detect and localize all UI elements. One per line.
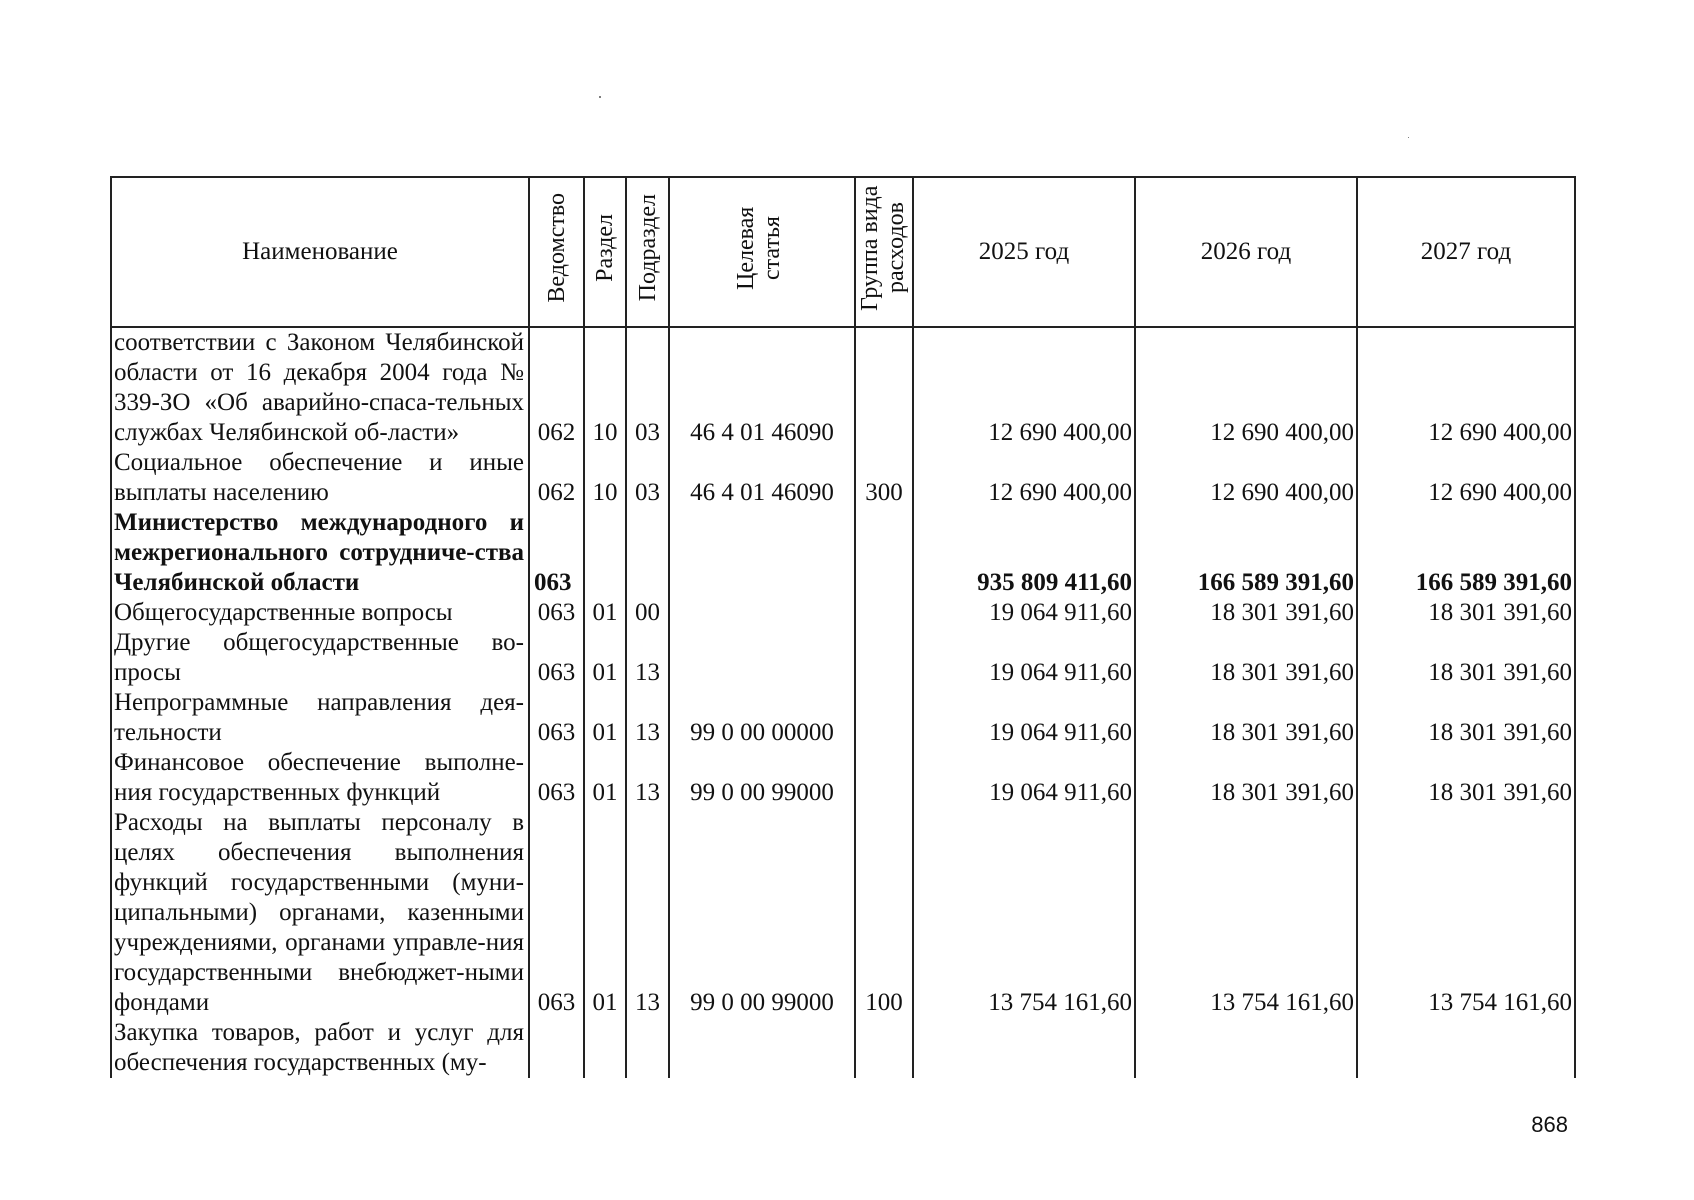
row-amount-2026 [1135, 1018, 1357, 1078]
row-amount-2025 [913, 1018, 1135, 1078]
row-subsection: 13 [626, 628, 669, 688]
row-expense-group [855, 688, 913, 748]
row-department: 063 [529, 808, 584, 1018]
row-subsection: 00 [626, 598, 669, 628]
row-amount-2026: 18 301 391,60 [1135, 688, 1357, 748]
row-amount-2026: 13 754 161,60 [1135, 808, 1357, 1018]
row-name: Другие общегосударственные во-просы [111, 628, 529, 688]
row-section: 01 [584, 688, 626, 748]
row-amount-2026: 12 690 400,00 [1135, 448, 1357, 508]
row-amount-2026: 18 301 391,60 [1135, 598, 1357, 628]
row-subsection: 03 [626, 327, 669, 448]
table-row-ministry [111, 508, 1575, 598]
row-amount-2025: 19 064 911,60 [913, 628, 1135, 688]
row-section: 01 [584, 748, 626, 808]
row-section: 10 [584, 327, 626, 448]
row-target-item: 99 0 00 99000 [669, 808, 855, 1018]
page-number: 868 [1531, 1112, 1568, 1137]
row-amount-2027: 18 301 391,60 [1357, 628, 1575, 688]
row-amount-2025: 13 754 161,60 [913, 808, 1135, 1018]
header-department-label: Ведомство [543, 193, 570, 303]
row-amount-2026: 166 589 391,60 [1135, 508, 1357, 598]
row-subsection: 03 [626, 448, 669, 508]
row-amount-2027: 18 301 391,60 [1357, 688, 1575, 748]
row-name: Финансовое обеспечение выполне-ния государственных функций [111, 748, 529, 808]
row-name: Общегосударственные вопросы [111, 598, 529, 628]
row-expense-group [855, 508, 913, 598]
row-subsection [626, 1018, 669, 1078]
row-expense-group: 100 [855, 808, 913, 1018]
row-amount-2027: 13 754 161,60 [1357, 808, 1575, 1018]
row-subsection [626, 508, 669, 598]
row-subsection: 13 [626, 748, 669, 808]
header-section-label: Раздел [592, 214, 618, 282]
table-row [111, 628, 1575, 688]
row-department: 062 [529, 327, 584, 448]
row-section: 01 [584, 628, 626, 688]
row-department: 063 [529, 628, 584, 688]
row-department: 063 [529, 508, 584, 598]
row-department: 063 [529, 748, 584, 808]
row-subsection: 13 [626, 808, 669, 1018]
row-name: Непрограммные направления дея-тельности [111, 688, 529, 748]
header-2027: 2027 год [1357, 177, 1575, 327]
row-amount-2025: 19 064 911,60 [913, 598, 1135, 628]
row-amount-2026: 12 690 400,00 [1135, 327, 1357, 448]
table-row [111, 748, 1575, 808]
row-amount-2026: 18 301 391,60 [1135, 628, 1357, 688]
row-name: Закупка товаров, работ и услуг для обеспечения государственных (му- [111, 1018, 529, 1078]
row-name: Расходы на выплаты персоналу в целях обеспечения выполнения функций государственными (муни-ципальными) органами, казенными учреждениями, органами управле-ния государственными внебюджет-ными фондами [111, 808, 529, 1018]
row-amount-2025: 935 809 411,60 [913, 508, 1135, 598]
row-section: 01 [584, 808, 626, 1018]
header-target-item-label: Целевая статья [733, 206, 785, 290]
row-name: Социальное обеспечение и иные выплаты населению [111, 448, 529, 508]
row-expense-group [855, 1018, 913, 1078]
row-expense-group: 300 [855, 448, 913, 508]
row-section: 01 [584, 598, 626, 628]
row-target-item [669, 1018, 855, 1078]
row-amount-2027: 18 301 391,60 [1357, 748, 1575, 808]
row-amount-2027: 166 589 391,60 [1357, 508, 1575, 598]
header-subsection-label: Подраздел [634, 194, 661, 302]
row-department: 063 [529, 598, 584, 628]
table-row [111, 448, 1575, 508]
row-amount-2027: 18 301 391,60 [1357, 598, 1575, 628]
row-section: 10 [584, 448, 626, 508]
table-row [111, 688, 1575, 748]
row-amount-2027: 12 690 400,00 [1357, 327, 1575, 448]
row-target-item: 99 0 00 00000 [669, 688, 855, 748]
row-name: Министерство международного и межрегионального сотрудниче-ства Челябинской области [111, 508, 529, 598]
header-section [584, 177, 626, 327]
row-target-item: 46 4 01 46090 [669, 327, 855, 448]
row-department: 062 [529, 448, 584, 508]
row-amount-2027: 12 690 400,00 [1357, 448, 1575, 508]
table-row [111, 327, 1575, 448]
row-target-item [669, 598, 855, 628]
row-amount-2025: 19 064 911,60 [913, 688, 1135, 748]
row-expense-group [855, 598, 913, 628]
header-subsection [626, 177, 669, 327]
row-amount-2027 [1357, 1018, 1575, 1078]
row-amount-2025: 12 690 400,00 [913, 448, 1135, 508]
header-department [529, 177, 584, 327]
table-header-row [111, 177, 1575, 327]
row-department: 063 [529, 688, 584, 748]
row-amount-2025: 12 690 400,00 [913, 327, 1135, 448]
table-row [111, 598, 1575, 628]
header-2025: 2025 год [913, 177, 1135, 327]
header-name: Наименование [111, 177, 529, 327]
row-target-item [669, 508, 855, 598]
row-section [584, 508, 626, 598]
scan-speck [1408, 137, 1409, 138]
row-amount-2025: 19 064 911,60 [913, 748, 1135, 808]
scan-speck [599, 96, 601, 98]
header-target-item [669, 177, 855, 327]
row-amount-2026: 18 301 391,60 [1135, 748, 1357, 808]
row-expense-group [855, 748, 913, 808]
table-row [111, 1018, 1575, 1078]
budget-table [110, 176, 1576, 1078]
row-expense-group [855, 327, 913, 448]
header-expense-group [855, 177, 913, 327]
row-department [529, 1018, 584, 1078]
table-row [111, 808, 1575, 1018]
row-target-item [669, 628, 855, 688]
row-name: соответствии с Законом Челябинской области от 16 декабря 2004 года № 339-ЗО «Об аварийно-спаса-тельных службах Челябинской об-ласти» [111, 327, 529, 448]
row-target-item: 99 0 00 99000 [669, 748, 855, 808]
row-section [584, 1018, 626, 1078]
header-expense-group-label: Группа вида расходов [857, 185, 909, 311]
header-2026: 2026 год [1135, 177, 1357, 327]
row-expense-group [855, 628, 913, 688]
row-target-item: 46 4 01 46090 [669, 448, 855, 508]
row-subsection: 13 [626, 688, 669, 748]
